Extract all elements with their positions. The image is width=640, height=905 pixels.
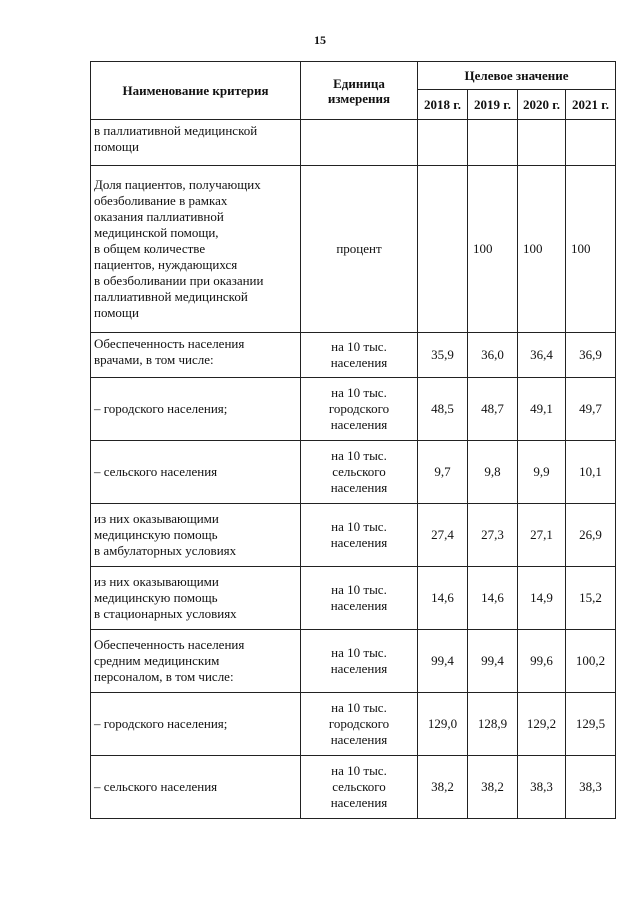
value-cell: 99,4 bbox=[468, 630, 518, 693]
table-row bbox=[91, 756, 616, 819]
criterion-cell: в паллиативной медицинской помощи bbox=[91, 120, 301, 166]
criterion-cell: – сельского населения bbox=[91, 441, 301, 504]
value-cell: 14,6 bbox=[418, 567, 468, 630]
value-cell: 27,1 bbox=[518, 504, 566, 567]
unit-cell: на 10 тыс. сельского населения bbox=[301, 441, 418, 504]
value-cell bbox=[518, 120, 566, 166]
criterion-cell: из них оказывающими медицинскую помощь в стационарных условиях bbox=[91, 567, 301, 630]
value-cell: 129,5 bbox=[566, 693, 616, 756]
value-cell: 27,3 bbox=[468, 504, 518, 567]
header-year: 2021 г. bbox=[566, 90, 616, 120]
value-cell: 27,4 bbox=[418, 504, 468, 567]
criteria-table bbox=[90, 61, 616, 819]
table-row bbox=[91, 693, 616, 756]
value-cell: 100,2 bbox=[566, 630, 616, 693]
value-cell: 49,1 bbox=[518, 378, 566, 441]
table-row bbox=[91, 441, 616, 504]
table-row bbox=[91, 166, 616, 333]
header-year: 2020 г. bbox=[518, 90, 566, 120]
value-cell: 36,0 bbox=[468, 333, 518, 378]
value-cell: 36,4 bbox=[518, 333, 566, 378]
criterion-cell: – сельского населения bbox=[91, 756, 301, 819]
table-row bbox=[91, 333, 616, 378]
table-row bbox=[91, 504, 616, 567]
table-row bbox=[91, 630, 616, 693]
header-unit: Единица измерения bbox=[301, 62, 418, 120]
unit-cell: на 10 тыс. населения bbox=[301, 504, 418, 567]
table-row bbox=[91, 378, 616, 441]
value-cell: 36,9 bbox=[566, 333, 616, 378]
value-cell: 10,1 bbox=[566, 441, 616, 504]
value-cell: 15,2 bbox=[566, 567, 616, 630]
header-year: 2018 г. bbox=[418, 90, 468, 120]
value-cell: 128,9 bbox=[468, 693, 518, 756]
page-number: 15 bbox=[314, 33, 326, 47]
value-cell: 26,9 bbox=[566, 504, 616, 567]
value-cell: 14,6 bbox=[468, 567, 518, 630]
value-cell bbox=[418, 166, 468, 333]
value-cell bbox=[418, 120, 468, 166]
criterion-cell: Обеспеченность населения врачами, в том числе: bbox=[91, 333, 301, 378]
value-cell: 99,6 bbox=[518, 630, 566, 693]
criterion-cell: Доля пациентов, получающих обезболивание в рамках оказания паллиативной медицинской помощи, в общем количестве пациентов, нуждающихся в обезболивании при оказании паллиативной медицинской помощи bbox=[91, 166, 301, 333]
value-cell: 100 bbox=[468, 166, 518, 333]
unit-cell: на 10 тыс. сельского населения bbox=[301, 756, 418, 819]
value-cell: 38,3 bbox=[566, 756, 616, 819]
value-cell: 9,8 bbox=[468, 441, 518, 504]
value-cell: 100 bbox=[566, 166, 616, 333]
unit-cell: на 10 тыс. населения bbox=[301, 333, 418, 378]
value-cell: 9,7 bbox=[418, 441, 468, 504]
criterion-cell: из них оказывающими медицинскую помощь в амбулаторных условиях bbox=[91, 504, 301, 567]
value-cell: 100 bbox=[518, 166, 566, 333]
criterion-cell: Обеспеченность населения средним медицинским персоналом, в том числе: bbox=[91, 630, 301, 693]
value-cell: 38,2 bbox=[418, 756, 468, 819]
unit-cell: на 10 тыс. городского населения bbox=[301, 693, 418, 756]
header-year: 2019 г. bbox=[468, 90, 518, 120]
unit-cell: на 10 тыс. населения bbox=[301, 630, 418, 693]
value-cell: 38,3 bbox=[518, 756, 566, 819]
value-cell: 9,9 bbox=[518, 441, 566, 504]
value-cell: 129,0 bbox=[418, 693, 468, 756]
criterion-cell: – городского населения; bbox=[91, 693, 301, 756]
value-cell: 35,9 bbox=[418, 333, 468, 378]
value-cell: 14,9 bbox=[518, 567, 566, 630]
value-cell: 48,7 bbox=[468, 378, 518, 441]
value-cell: 49,7 bbox=[566, 378, 616, 441]
table-row bbox=[91, 120, 616, 166]
header-target-value: Целевое значение bbox=[418, 62, 616, 90]
value-cell bbox=[468, 120, 518, 166]
table-row bbox=[91, 567, 616, 630]
value-cell: 38,2 bbox=[468, 756, 518, 819]
criterion-cell: – городского населения; bbox=[91, 378, 301, 441]
value-cell: 48,5 bbox=[418, 378, 468, 441]
header-criterion: Наименование критерия bbox=[91, 62, 301, 120]
value-cell: 129,2 bbox=[518, 693, 566, 756]
unit-cell bbox=[301, 120, 418, 166]
value-cell bbox=[566, 120, 616, 166]
unit-cell: процент bbox=[301, 166, 418, 333]
unit-cell: на 10 тыс. городского населения bbox=[301, 378, 418, 441]
unit-cell: на 10 тыс. населения bbox=[301, 567, 418, 630]
value-cell: 99,4 bbox=[418, 630, 468, 693]
